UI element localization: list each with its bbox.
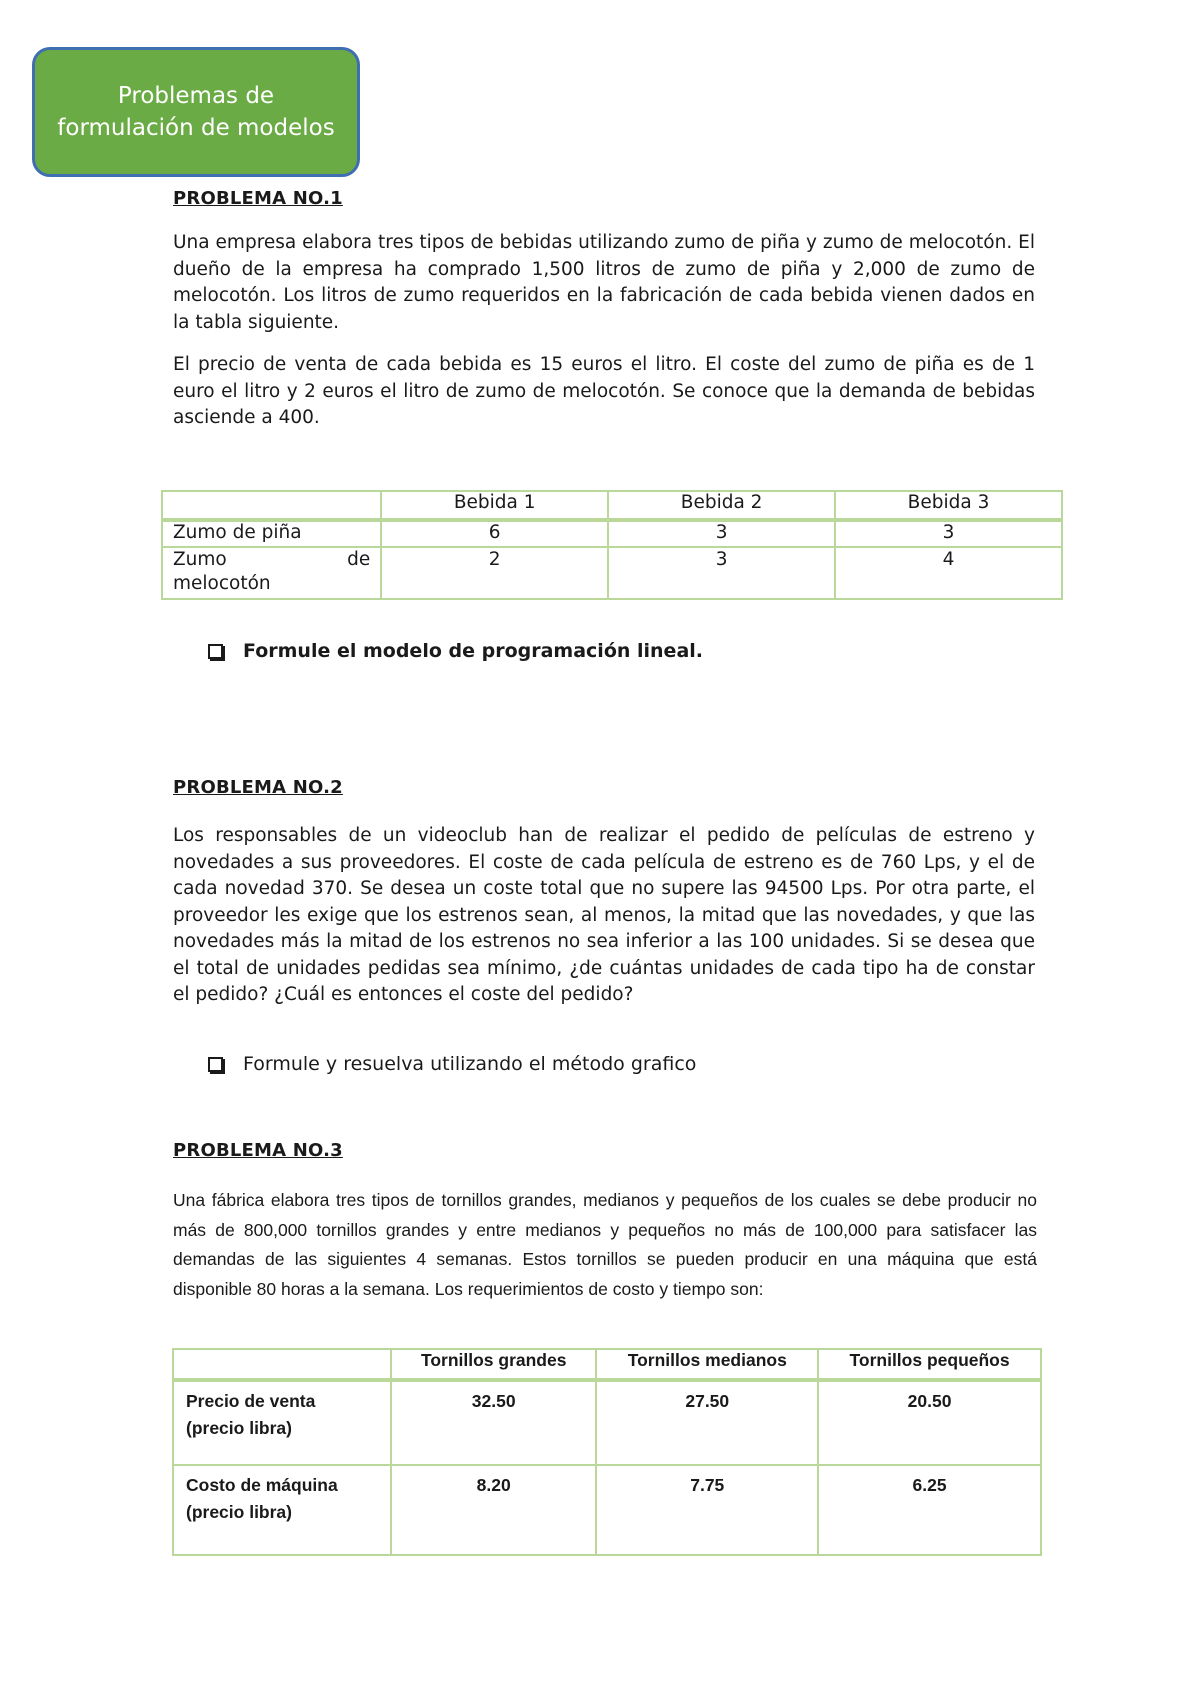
checkbox-bullet-icon: [208, 1057, 223, 1072]
table-cell: 3: [835, 520, 1062, 547]
badge-text: Problemas de formulación de modelos: [57, 83, 335, 141]
table-header-bebida-1: Bebida 1: [381, 491, 608, 520]
table-cell: 2: [381, 547, 608, 599]
table-cell: 8.20: [391, 1465, 596, 1555]
table-header-tornillos-grandes: Tornillos grandes: [391, 1349, 596, 1380]
checkbox-bullet-icon: [208, 644, 223, 659]
problem-2-task-text: Formule y resuelva utilizando el método grafico: [243, 1053, 697, 1075]
table-row: [173, 1380, 1041, 1465]
row-label-part: (precio libra): [186, 1418, 292, 1438]
table-cell: 6.25: [818, 1465, 1041, 1555]
row-label-costo-maquina: [173, 1465, 391, 1555]
problem-1-task-text: Formule el modelo de programación lineal.: [243, 640, 703, 662]
problem-2-task: [208, 1053, 696, 1075]
table-cell: 6: [381, 520, 608, 547]
row-label-part: Costo de máquina: [186, 1475, 338, 1495]
table-header-row: [162, 491, 1062, 520]
problem-1-paragraph-2: El precio de venta de cada bebida es 15 euros el litro. El coste del zumo de piña es de 1 euro el litro y 2 euros el litro de zumo de melocotón. Se conoce que la demanda de bebidas asciende a 400.: [173, 354, 1035, 428]
problem-3-heading: PROBLEMA NO.3: [173, 1140, 343, 1161]
table-cell: 32.50: [391, 1380, 596, 1465]
table-cell: 4: [835, 547, 1062, 599]
juice-requirements-table: [161, 490, 1063, 600]
table-cell: 3: [608, 547, 835, 599]
row-label-part: Zumo: [173, 549, 227, 570]
problem-1-task: [208, 640, 703, 662]
table-row: [162, 547, 1062, 599]
row-label-melocoton: [162, 547, 381, 599]
problem-1-paragraph-1: Una empresa elabora tres tipos de bebidas utilizando zumo de piña y zumo de melocotón. El dueño de la empresa ha comprado 1,500 litros de zumo de piña y 2,000 de zumo de melocotón. Los litros de zumo requeridos en la fabricación de cada bebida vienen dados en la tabla siguiente.: [173, 232, 1035, 333]
table-cell: 20.50: [818, 1380, 1041, 1465]
problem-2-paragraph: Los responsables de un videoclub han de realizar el pedido de películas de estreno y novedades a sus proveedores. El coste de cada película de estreno es de 760 Lps, y el de cada novedad 370. Se desea un coste total que no supere las 94500 Lps. Por otra parte, el proveedor les exige que los estrenos sean, al menos, la mitad que las novedades, y que las novedades más la mitad de los estrenos no sea inferior a las 100 unidades. Si se desea que el total de unidades pedidas sea mínimo, ¿de cuántas unidades de cada tipo ha de constar el pedido? ¿Cuál es entonces el coste del pedido?: [173, 825, 1035, 1005]
table-header-tornillos-pequenos: Tornillos pequeños: [818, 1349, 1041, 1380]
table-cell: 3: [608, 520, 835, 547]
table-header-tornillos-medianos: Tornillos medianos: [596, 1349, 818, 1380]
table-header-row: [173, 1349, 1041, 1380]
table-row: [173, 1465, 1041, 1555]
table-row: [162, 520, 1062, 547]
problem-1-heading: PROBLEMA NO.1: [173, 188, 343, 209]
row-label-part: (precio libra): [186, 1502, 292, 1522]
section-badge: [32, 47, 360, 177]
row-label-part: Precio de venta: [186, 1391, 316, 1411]
table-header-empty: [173, 1349, 391, 1380]
problem-2-heading: PROBLEMA NO.2: [173, 777, 343, 798]
row-label-precio-venta: [173, 1380, 391, 1465]
table-header-bebida-2: Bebida 2: [608, 491, 835, 520]
screw-costs-table: [172, 1348, 1042, 1556]
problem-3-paragraph: Una fábrica elabora tres tipos de tornillos grandes, medianos y pequeños de los cuales se debe producir no más de 800,000 tornillos grandes y entre medianos y pequeños no más de 100,000 para satisfacer las demandas de las siguientes 4 semanas. Estos tornillos se pueden producir en una máquina que está disponible 80 horas a la semana. Los requerimientos de costo y tiempo son:: [173, 1190, 1037, 1299]
row-label-part: de: [347, 549, 371, 570]
table-header-bebida-3: Bebida 3: [835, 491, 1062, 520]
table-header-empty: [162, 491, 381, 520]
row-label-part: melocotón: [173, 573, 271, 594]
table-cell: 27.50: [596, 1380, 818, 1465]
row-label-pina: Zumo de piña: [162, 520, 381, 547]
table-cell: 7.75: [596, 1465, 818, 1555]
